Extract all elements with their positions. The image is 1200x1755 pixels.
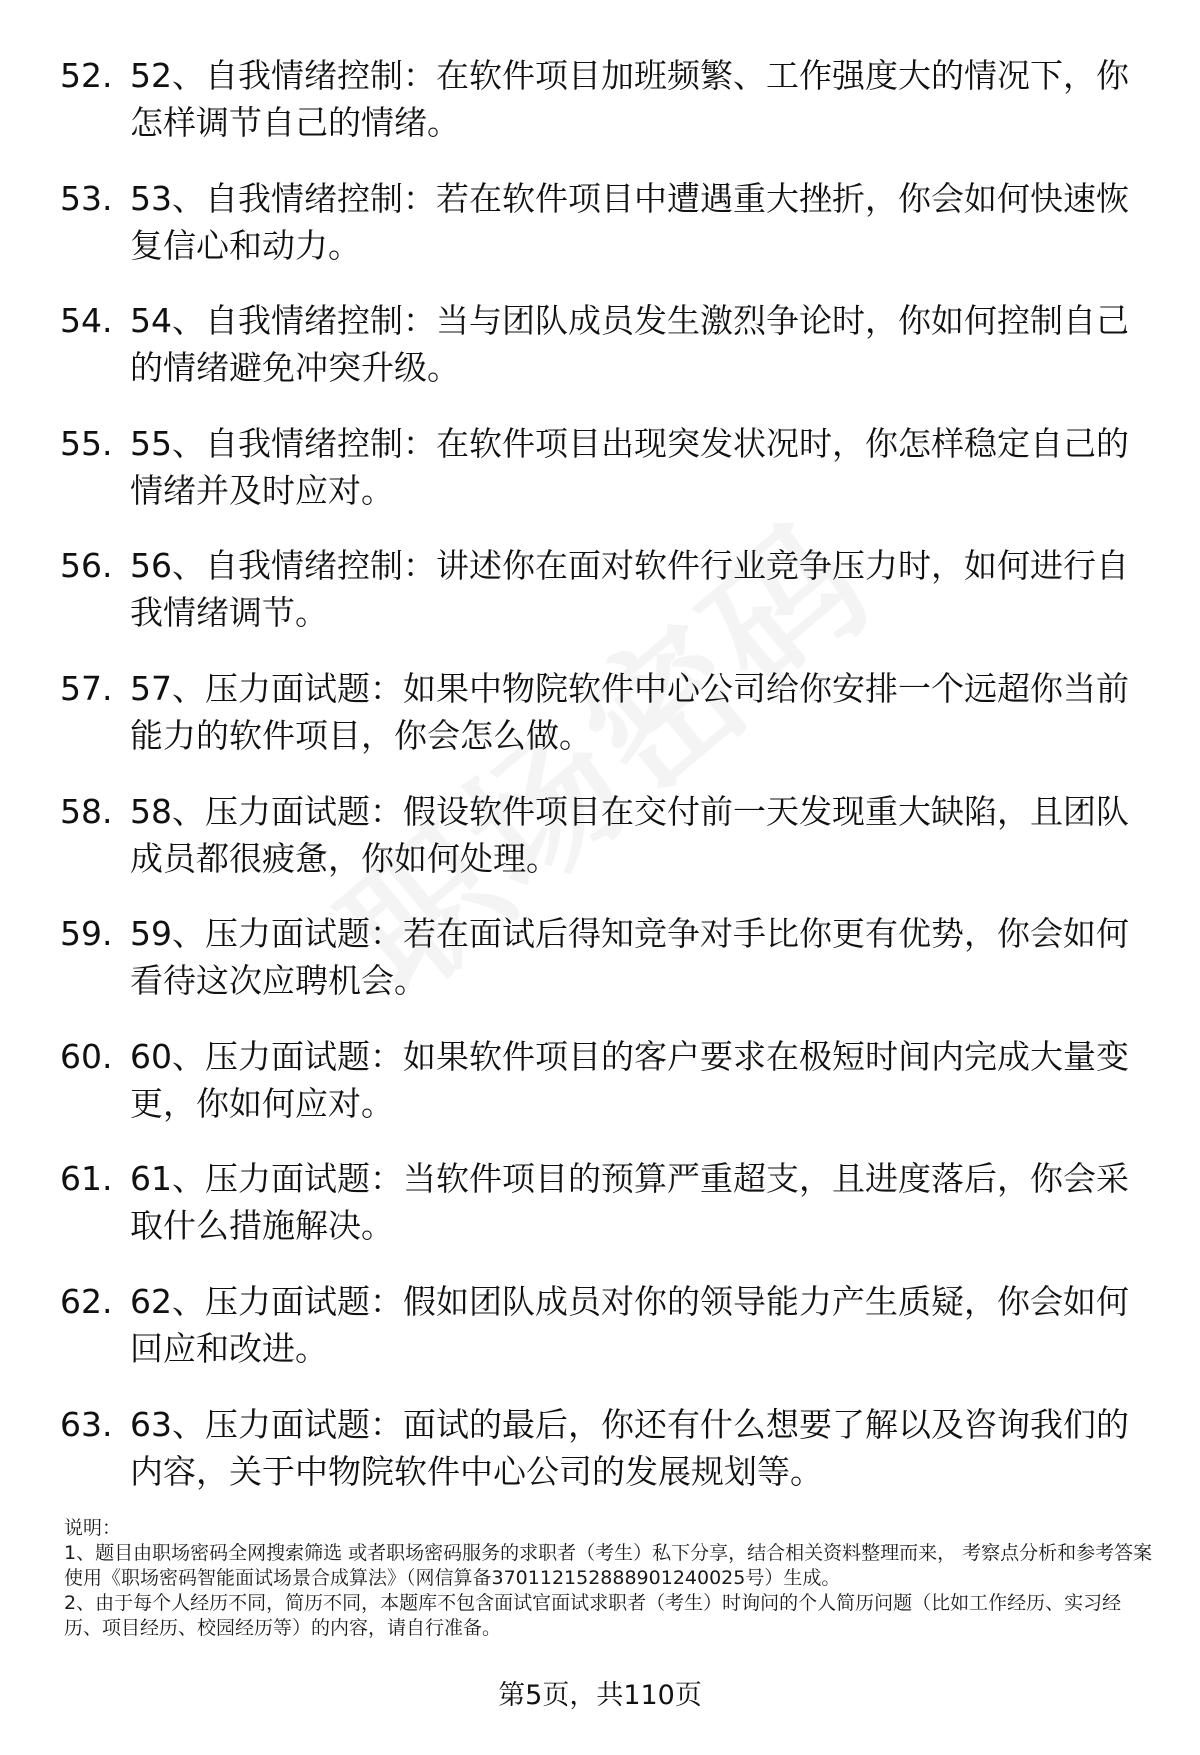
question-text: 52、自我情绪控制：在软件项目加班频繁、工作强度大的情况下，你怎样调节自己的情绪。 [130,56,1129,142]
list-item [60,542,1150,636]
note-item: 1、题目由职场密码全网搜索筛选 或者职场密码服务的求职者（考生）私下分享，结合相关资料整理而来， 考察点分析和参考答案使用《职场密码智能面试场景合成算法》（网信算备370112152888901240025号）生成。 [64,1542,1153,1589]
question-text: 59、压力面试题：若在面试后得知竞争对手比你更有优势，你会如何看待这次应聘机会。 [130,914,1129,1001]
question-number: 56. [60,546,113,586]
question-number: 54. [60,301,113,341]
question-number: 57. [60,668,113,708]
list-item [60,1155,1150,1249]
list-item [60,297,1150,391]
question-number: 55. [60,423,113,463]
question-number: 52. [60,56,113,95]
question-number: 58. [60,791,113,831]
question-text: 56、自我情绪控制：讲述你在面对软件行业竞争压力时，如何进行自我情绪调节。 [130,546,1129,633]
question-text: 55、自我情绪控制：在软件项目出现突发状况时，你怎样稳定自己的情绪并及时应对。 [130,423,1129,510]
question-number: 53. [60,178,113,218]
list-item [60,1278,1150,1372]
question-text: 62、压力面试题：假如团队成员对你的领导能力产生质疑，你会如何回应和改进。 [130,1281,1129,1368]
list-item [60,1033,1150,1127]
notes-heading: 说明： [64,1517,122,1539]
question-number: 60. [60,1036,113,1076]
list-item [60,1401,1150,1495]
question-text: 54、自我情绪控制：当与团队成员发生激烈争论时，你如何控制自己的情绪避免冲突升级。 [130,301,1129,388]
list-item [60,52,1150,146]
question-list [60,52,1150,1523]
list-item [60,910,1150,1004]
question-text: 58、压力面试题：假设软件项目在交付前一天发现重大缺陷，且团队成员都很疲惫，你如何处理。 [130,791,1129,878]
page-number: 第5页，共110页 [498,1680,702,1711]
question-text: 57、压力面试题：如果中物院软件中心公司给你安排一个远超你当前能力的软件项目，你会怎么做。 [130,668,1129,755]
question-number: 59. [60,914,113,954]
question-text: 61、压力面试题：当软件项目的预算严重超支，且进度落后，你会采取什么措施解决。 [130,1159,1129,1246]
note-item: 2、由于每个人经历不同，简历不同，本题库不包含面试官面试求职者（考生）时询问的个人简历问题（比如工作经历、实习经历、项目经历、校园经历等）的内容，请自行准备。 [64,1592,1122,1639]
question-text: 60、压力面试题：如果软件项目的客户要求在极短时间内完成大量变更，你如何应对。 [130,1036,1129,1123]
question-number: 63. [60,1404,113,1444]
list-item [60,788,1150,882]
question-number: 61. [60,1159,113,1199]
list-item [60,420,1150,514]
question-number: 62. [60,1281,113,1321]
list-item [60,175,1150,269]
question-text: 63、压力面试题：面试的最后，你还有什么想要了解以及咨询我们的内容，关于中物院软件中心公司的发展规划等。 [130,1404,1129,1491]
question-text: 53、自我情绪控制：若在软件项目中遭遇重大挫折，你会如何快速恢复信心和动力。 [130,178,1129,265]
list-item [60,665,1150,759]
notes-section [64,1516,1154,1641]
